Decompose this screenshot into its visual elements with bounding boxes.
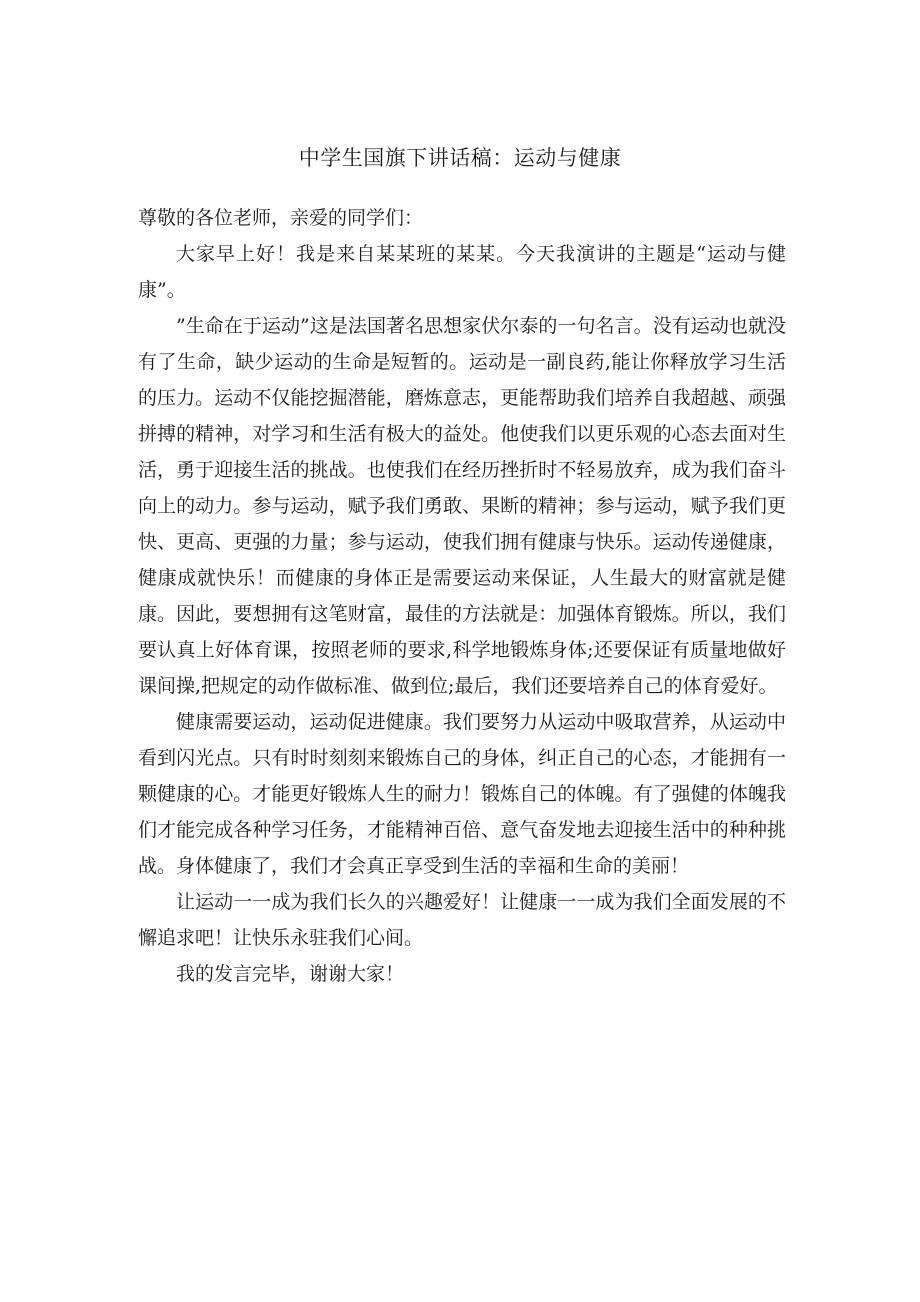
document-body — [138, 200, 786, 992]
document-title: 中学生国旗下讲话稿：运动与健康 — [298, 146, 622, 170]
paragraph-health-needs-motion: 健康需要运动，运动促进健康。我们要努力从运动中吸取营养，从运动中看到闪光点。只有时时刻刻来锻炼自己的身体，纠正自己的心态，才能拥有一颗健康的心。才能更好锻炼人生的耐力！锻炼自己的体魄。有了强健的体魄我们才能完成各种学习任务，才能精神百倍、意气奋发地去迎接生活中的种种挑战。身体健康了，我们才会真正享受到生活的幸福和生命的美丽！ — [138, 711, 786, 877]
paragraph-greeting: 大家早上好！我是来自某某班的某某。今天我演讲的主题是“运动与健康”。 — [138, 243, 786, 301]
paragraph-closing: 我的发言完毕，谢谢大家！ — [176, 963, 405, 985]
salutation: 尊敬的各位老师，亲爱的同学们： — [138, 207, 424, 229]
paragraph-motion-and-life: ”生命在于运动”这是法国著名思想家伏尔泰的一句名言。没有运动也就没有了生命，缺少运动的生命是短暂的。运动是一副良药,能让你释放学习生活的压力。运动不仅能挖掘潜能，磨炼意志，更能帮助我们培养自我超越、顽强拼搏的精神，对学习和生活有极大的益处。他使我们以更乐观的心态去面对生活，勇于迎接生活的挑战。也使我们在经历挫折时不轻易放弃，成为我们奋斗向上的动力。参与运动，赋予我们勇敢、果断的精神；参与运动，赋予我们更快、更高、更强的力量；参与运动，使我们拥有健康与快乐。运动传递健康，健康成就快乐！而健康的身体正是需要运动来保证，人生最大的财富就是健康。因此，要想拥有这笔财富，最佳的方法就是：加强体育锻炼。所以，我们要认真上好体育课，按照老师的要求,科学地锻炼身体;还要保证有质量地做好课间操,把规定的动作做标准、做到位;最后，我们还要培养自己的体育爱好。 — [138, 315, 786, 697]
paragraph-call-to-action: 让运动一一成为我们长久的兴趣爱好！让健康一一成为我们全面发展的不懈追求吧！让快乐永驻我们心间。 — [138, 891, 786, 949]
